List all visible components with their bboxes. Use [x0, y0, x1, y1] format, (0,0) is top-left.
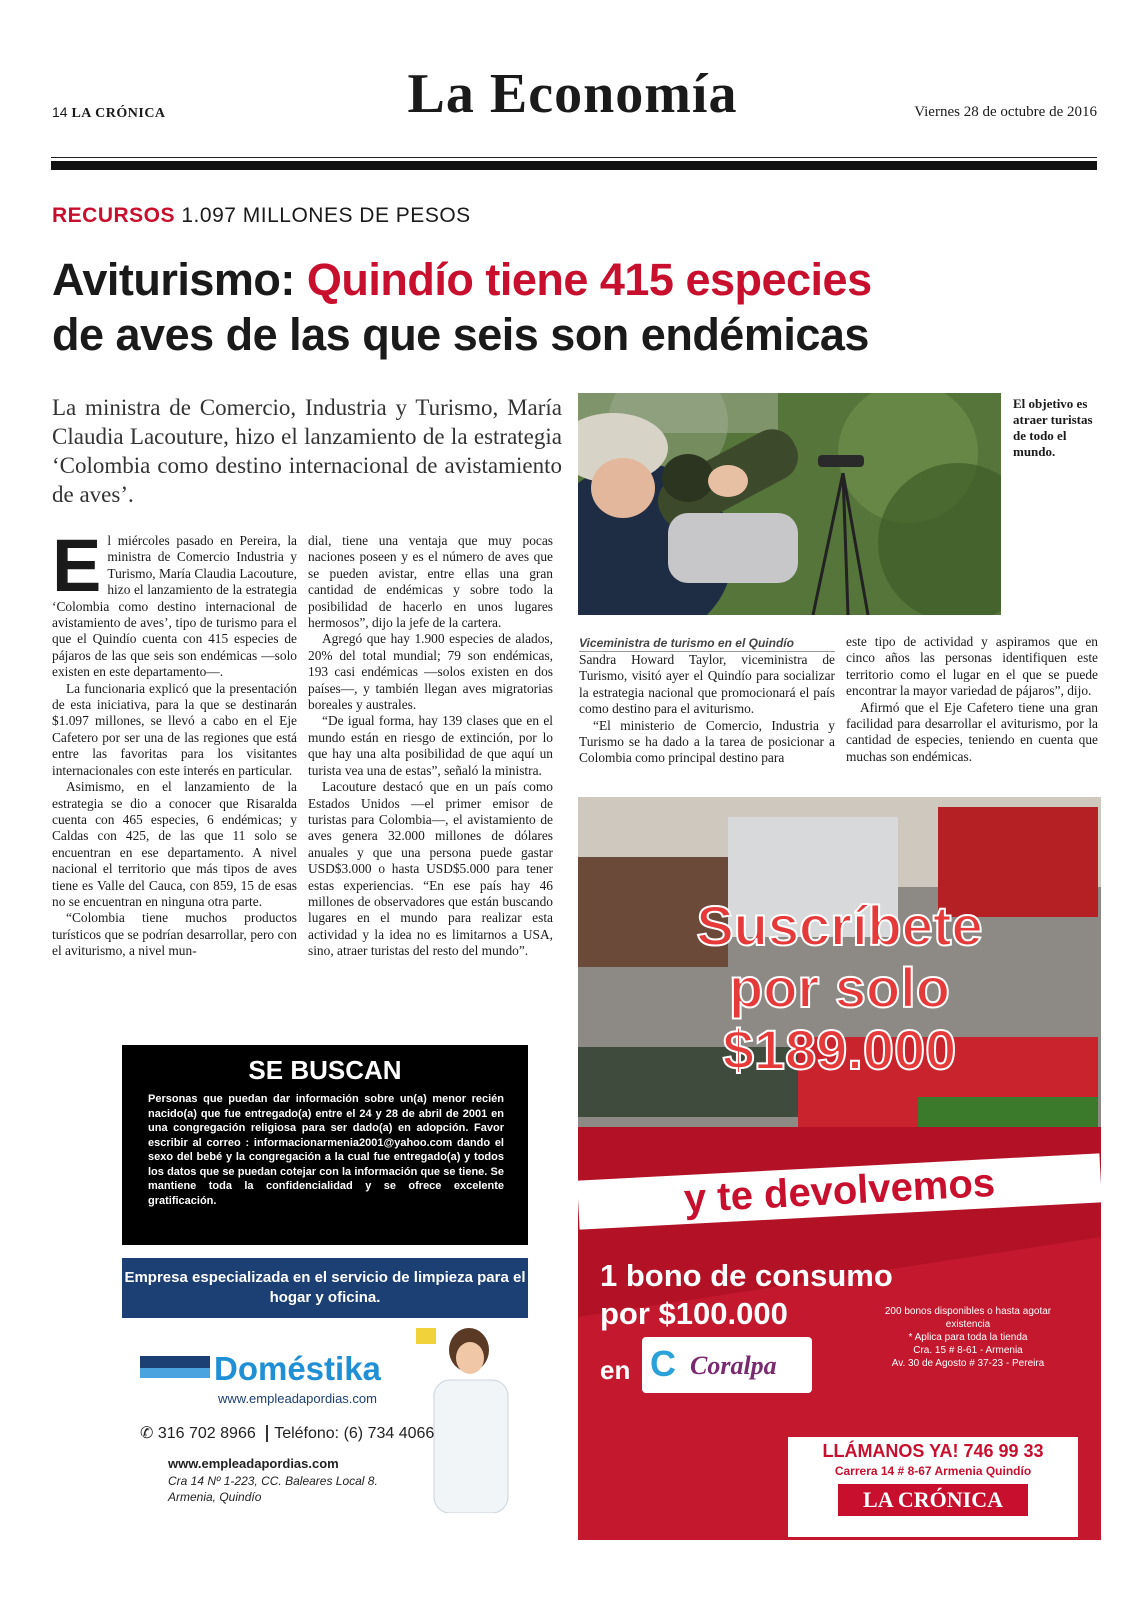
coralpa-c-icon: C	[650, 1343, 676, 1384]
bono-notes	[868, 1305, 1068, 1370]
la-cronica-logo: LA CRÓNICA	[838, 1484, 1028, 1516]
phone-icon: ✆	[140, 1425, 154, 1442]
subscribe-headline	[578, 895, 1101, 1081]
paragraph: “Colombia tiene muchos productos turísticos que se podrían desarrollar, pero con el aviturismo, a nivel mun-	[52, 910, 297, 959]
header-rule-thin	[51, 157, 1097, 158]
issue-date: Viernes 28 de octubre de 2016	[914, 104, 1097, 120]
subscribe-price: $189.000	[722, 1018, 957, 1081]
ad-address: Carrera 14 # 8-67 Armenia Quindío	[834, 1464, 1032, 1478]
dropcap: E	[52, 524, 102, 607]
paragraph: l miércoles pasado en Pereira, la ministra de Comercio Industria y Turismo, María Claudia Lacouture, hizo el lanzamiento de la estrategia ‘Colombia como destino internacional de avistamiento de aves’, tipo de turismo para el que el Quindío cuenta con 415 especies de pájaros de las que seis son endémicas —solo existen en este departamento—.	[52, 533, 297, 680]
page-number: 14	[52, 104, 68, 120]
subscription-ad	[578, 797, 1101, 1540]
headline-line2: de aves de las que seis son endémicas	[52, 309, 869, 360]
coralpa-name: Coralpa	[690, 1351, 777, 1380]
lede: La ministra de Comercio, Industria y Turismo, María Claudia Lacouture, hizo el lanzamiento de la estrategia ‘Colombia como destino internacional de avistamiento de aves’.	[52, 395, 562, 507]
paragraph: Asimismo, en el lanzamiento de la estrategia se dio a conocer que Risaralda cuenta con 465 especies, 6 endémicas; y Caldas con 425, de las que 11 solo se encuentran en ese departamento. A nivel nacional el territorio que más tipos de aves tiene es Valle del Cauca, con 859, 15 de esas no se encuentran en ninguna otra parte.	[52, 779, 297, 909]
article-column-4	[846, 634, 1098, 765]
paragraph: Afirmó que el Eje Cafetero tiene una gran facilidad para desarrollar el aviturismo, por la cantidad de especies, teniendo en cuenta que muchas son endémicas.	[846, 699, 1098, 764]
bono-text	[600, 1257, 893, 1333]
article-column-3	[579, 652, 835, 767]
headline	[52, 252, 1112, 362]
sidebar-subhead: Viceministra de turismo en el Quindío	[579, 636, 835, 652]
call-line: LLÁMANOS YA! 746 99 33	[822, 1441, 1044, 1461]
domestika-address-2: Armenia, Quindío	[168, 1490, 262, 1504]
refund-line: y te devolvemos	[578, 1153, 1101, 1229]
phone-mobile: 316 702 8966	[157, 1425, 256, 1442]
photo-caption: El objetivo es atraer turistas de todo el mundo.	[1013, 396, 1093, 459]
domestika-banner: Empresa especializada en el servicio de limpieza para el hogar y oficina.	[122, 1258, 528, 1318]
article-column-2	[308, 533, 553, 960]
bono-line-2: por $100.000	[600, 1296, 788, 1331]
domestika-logo: Doméstika	[214, 1350, 381, 1387]
squeegee-icon	[136, 1336, 216, 1396]
paper-name: LA CRÓNICA	[71, 106, 166, 121]
se-buscan-ad	[122, 1045, 528, 1245]
phone-divider	[266, 1425, 268, 1442]
note-3: Cra. 15 # 8-61 - Armenia	[913, 1345, 1023, 1356]
domestika-address-1: Cra 14 Nº 1-223, CC. Baleares Local 8.	[168, 1474, 378, 1488]
header-rule-thick	[51, 161, 1097, 170]
note-2: * Aplica para toda la tienda	[908, 1332, 1028, 1343]
section-title: La Economía	[407, 63, 738, 125]
paragraph: “El ministerio de Comercio, Industria y Turismo se ha dado a la tarea de posicionar a Colombia como principal destino para	[579, 717, 835, 766]
kicker-text: 1.097 MILLONES DE PESOS	[181, 204, 471, 227]
kicker-label: RECURSOS	[52, 204, 176, 227]
bono-line-1: 1 bono de consumo	[600, 1258, 893, 1293]
maid-illustration	[404, 1322, 528, 1513]
paragraph: este tipo de actividad y aspiramos que en cinco años las personas identifiquen este territorio como el lugar en el que se puede encontrar la mayor variedad de pájaros”, dijo.	[846, 634, 1098, 699]
note-4: Av. 30 de Agosto # 37-23 - Pereira	[891, 1358, 1045, 1369]
note-1: 200 bonos disponibles o hasta agotar existencia	[884, 1306, 1052, 1330]
headline-black: Aviturismo:	[52, 254, 295, 305]
phone-fixed: Teléfono: (6) 734 4066	[274, 1425, 435, 1442]
coralpa-logo	[642, 1337, 812, 1393]
se-buscan-title: SE BUSCAN	[248, 1055, 402, 1085]
paragraph: “De igual forma, hay 139 clases que en el mundo están en riesgo de extinción, por lo que hay una alta posibilidad de que aquí un turista vea una de estas”, señaló la ministra.	[308, 713, 553, 778]
paragraph: dial, tiene una ventaja que muy pocas naciones poseen y es el número de aves que se pueden avistar, entre ellas una gran cantidad de endémicas y sobre todo la posibilidad de hacerlo en unos lugares hermosos”, dijo la jefe de la cartera.	[308, 533, 553, 631]
birdwatcher-photo	[578, 393, 1001, 615]
contact-panel	[788, 1437, 1078, 1537]
domestika-phones	[140, 1423, 434, 1443]
paragraph: Lacouture destacó que en un país como Estados Unidos —el primer emisor de turistas para Colombia—, el avistamiento de aves genera 32.000 millones de dólares anuales y que una persona puede gastar USD$3.000 o hasta USD$5.000 para tener estas experiencias. “En ese país hay 46 millones de observadores que están buscando lugares en el mundo para realizar esta actividad y la idea no es limitarnos a USA, sino, atraer turistas del resto del mundo”.	[308, 779, 553, 959]
paragraph: La funcionaria explicó que la presentación de esta iniciativa, para la que se destinarán $1.097 millones, se llevó a cabo en el Eje Cafetero por ser una de las regiones que está entre las favoritas para los visitantes internacionales con este interés en particular.	[52, 680, 297, 778]
photo-illustration	[578, 393, 1001, 615]
domestika-ad	[122, 1258, 528, 1513]
article-column-1	[52, 524, 297, 960]
paragraph: Agregó que hay 1.900 especies de alados, 20% del total mundial; 79 son endémicas, 193 casi endémicas —solos existen en dos países—, y también llegan aves migratorias boreales y australes.	[308, 631, 553, 713]
subscribe-line-2: por solo	[729, 956, 950, 1019]
se-buscan-body: Personas que puedan dar información sobre un(a) menor recién nacido(a) que fue entregado(a) entre el 24 y 28 de abril de 2001 en una congregación religiosa para ser dado(a) en adopción. Favor escribir al correo : informacionarmenia2001@yahoo.com dando el sexo del bebé y la congregación a la cual fue entregado(a) y todos los datos que se puedan cotejar con la información que se tiene. Se mantiene toda la confidencialidad y se ofrece excelente gratificación.	[148, 1093, 504, 1207]
domestika-url: www.empleadapordias.com	[218, 1391, 377, 1406]
en-label: en	[600, 1355, 631, 1385]
headline-red: Quindío tiene 415 especies	[306, 254, 872, 305]
paragraph: Sandra Howard Taylor, viceministra de Turismo, visitó ayer el Quindío para socializar la estrategia nacional que promocionará el país como destino para el aviturismo.	[579, 652, 835, 717]
kicker	[52, 204, 471, 228]
subscribe-line-1: Suscríbete	[696, 894, 983, 957]
domestika-web: www.empleadapordias.com	[168, 1456, 339, 1471]
